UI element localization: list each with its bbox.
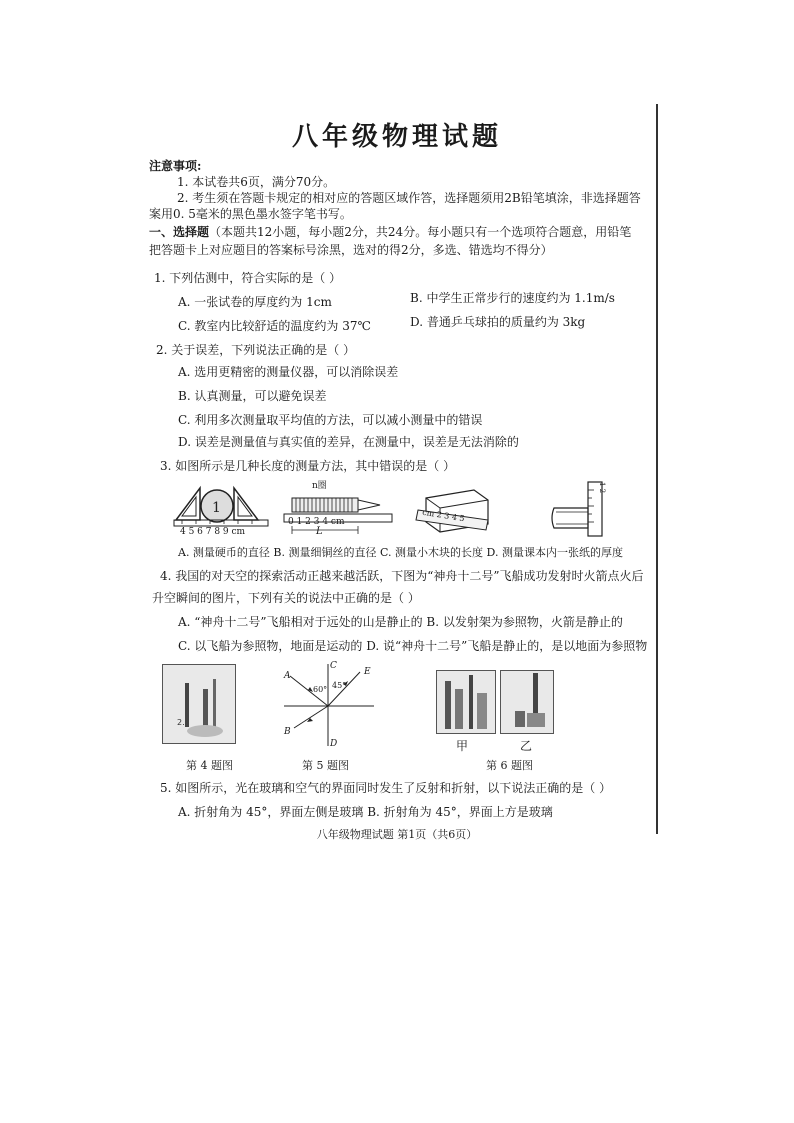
notice-item-2-line2: 案用0. 5毫米的黑色墨水签字笔书写。 bbox=[149, 207, 352, 221]
q3-figure-c-ticks: cm 2 3 4 5 bbox=[421, 507, 466, 524]
q4-options-cd: C. 以飞船为参照物，地面是运动的 D. 说“神舟十二号”飞船是静止的，是以地面为参照物 bbox=[178, 639, 648, 653]
fig4-caption: 第 4 题图 bbox=[186, 759, 233, 772]
section1-desc-1: （本题共12小题，每小题2分，共24分。每小题只有一个选项符合题意，用铅笔 bbox=[209, 225, 632, 239]
q1-option-d: D. 普通乒乓球拍的质量约为 3kg bbox=[410, 315, 586, 329]
fig5-angle-45: 45° bbox=[332, 681, 347, 690]
q2-option-d: D. 误差是测量值与真实值的差异，在测量中，误差是无法消除的 bbox=[178, 435, 519, 449]
fig6-photo-yi bbox=[500, 670, 554, 734]
launch-tower-icon bbox=[437, 671, 495, 733]
rocket-icon bbox=[501, 671, 553, 733]
notice-heading: 注意事项: bbox=[149, 159, 202, 173]
fig5-label-c: C bbox=[330, 661, 337, 671]
fig5-label-a: A bbox=[284, 671, 291, 681]
q3-figure-b-coil-label: n圈 bbox=[312, 481, 327, 491]
fig6-label-yi: 乙 bbox=[520, 739, 533, 753]
fig6-photo-jia bbox=[436, 670, 496, 734]
fig6-label-jia: 甲 bbox=[456, 739, 469, 753]
q5-light-diagram bbox=[280, 660, 376, 752]
q4-options-ab: A. “神舟十二号”飞船相对于远处的山是静止的 B. 以发射架为参照物，火箭是静止的 bbox=[178, 615, 623, 629]
fig5-angle-60: 60° bbox=[313, 685, 328, 694]
q2-option-b: B. 认真测量，可以避免误差 bbox=[178, 389, 327, 403]
q3-captions: A. 测量硬币的直径 B. 测量细铜丝的直径 C. 测量小木块的长度 D. 测量课本内一张纸的厚度 bbox=[178, 546, 623, 559]
fig5-label-b: B bbox=[284, 727, 291, 737]
q2-option-c: C. 利用多次测量取平均值的方法，可以减小测量中的错误 bbox=[178, 413, 483, 427]
q4-stem-line1: 4. 我国的对天空的探索活动正越来越活跃，下图为“神舟十二号”飞船成功发射时火箭点火后 bbox=[160, 569, 644, 583]
q1-option-c: C. 教室内比较舒适的温度约为 37℃ bbox=[178, 319, 371, 333]
page-title: 八年级物理试题 bbox=[291, 122, 502, 152]
q5-stem: 5. 如图所示，光在玻璃和空气的界面同时发生了反射和折射，以下说法正确的是（ ） bbox=[160, 781, 612, 795]
q5-options-ab: A. 折射角为 45°，界面左侧是玻璃 B. 折射角为 45°，界面上方是玻璃 bbox=[178, 805, 553, 819]
q4-stem-line2: 升空瞬间的图片，下列有关的说法中正确的是（ ） bbox=[152, 591, 420, 605]
q1-option-a: A. 一张试卷的厚度约为 1cm bbox=[178, 295, 332, 309]
page-margin-line bbox=[656, 104, 658, 834]
q3-figure-a-ticks: 4 5 6 7 8 9 cm bbox=[180, 527, 246, 537]
q1-stem: 1. 下列估测中，符合实际的是（ ） bbox=[154, 271, 342, 285]
section1-heading bbox=[149, 224, 631, 240]
fig5-label-e: E bbox=[364, 667, 371, 677]
fig5-label-d: D bbox=[330, 739, 338, 749]
q4-rocket-photo bbox=[162, 664, 236, 744]
notice-item-1: 1. 本试卷共6页，满分70分。 bbox=[177, 175, 336, 189]
fig5-caption: 第 5 题图 bbox=[302, 759, 349, 772]
q3-stem: 3. 如图所示是几种长度的测量方法，其中错误的是（ ） bbox=[160, 459, 456, 473]
q1-option-b: B. 中学生正常步行的速度约为 1.1m/s bbox=[410, 291, 615, 305]
svg-text:1: 1 bbox=[212, 500, 221, 516]
notice-item-2-line1: 2. 考生须在答题卡规定的相对应的答题区域作答，选择题须用2B铅笔填涂，非选择题答 bbox=[177, 191, 641, 205]
q3-figure-b-ticks: 0 1 2 3 4 cm bbox=[288, 517, 345, 527]
section1-desc-2: 把答题卡上对应题目的答案标号涂黑，选对的得2分，多选、错选均不得分） bbox=[149, 243, 553, 257]
q2-option-a: A. 选用更精密的测量仪器，可以消除误差 bbox=[178, 365, 399, 379]
section1-label: 一、选择题 bbox=[149, 225, 210, 239]
q3-figure-b-length-label: L bbox=[316, 526, 323, 537]
rocket-launch-icon bbox=[163, 665, 235, 743]
svg-text:2.: 2. bbox=[177, 718, 185, 727]
fig6-caption: 第 6 题图 bbox=[486, 759, 533, 772]
q2-stem: 2. 关于误差，下列说法正确的是（ ） bbox=[156, 343, 356, 357]
page-footer: 八年级物理试题 第1页（共6页） bbox=[316, 828, 478, 841]
q3-figure-d-ticks: 1 2 bbox=[598, 482, 606, 494]
